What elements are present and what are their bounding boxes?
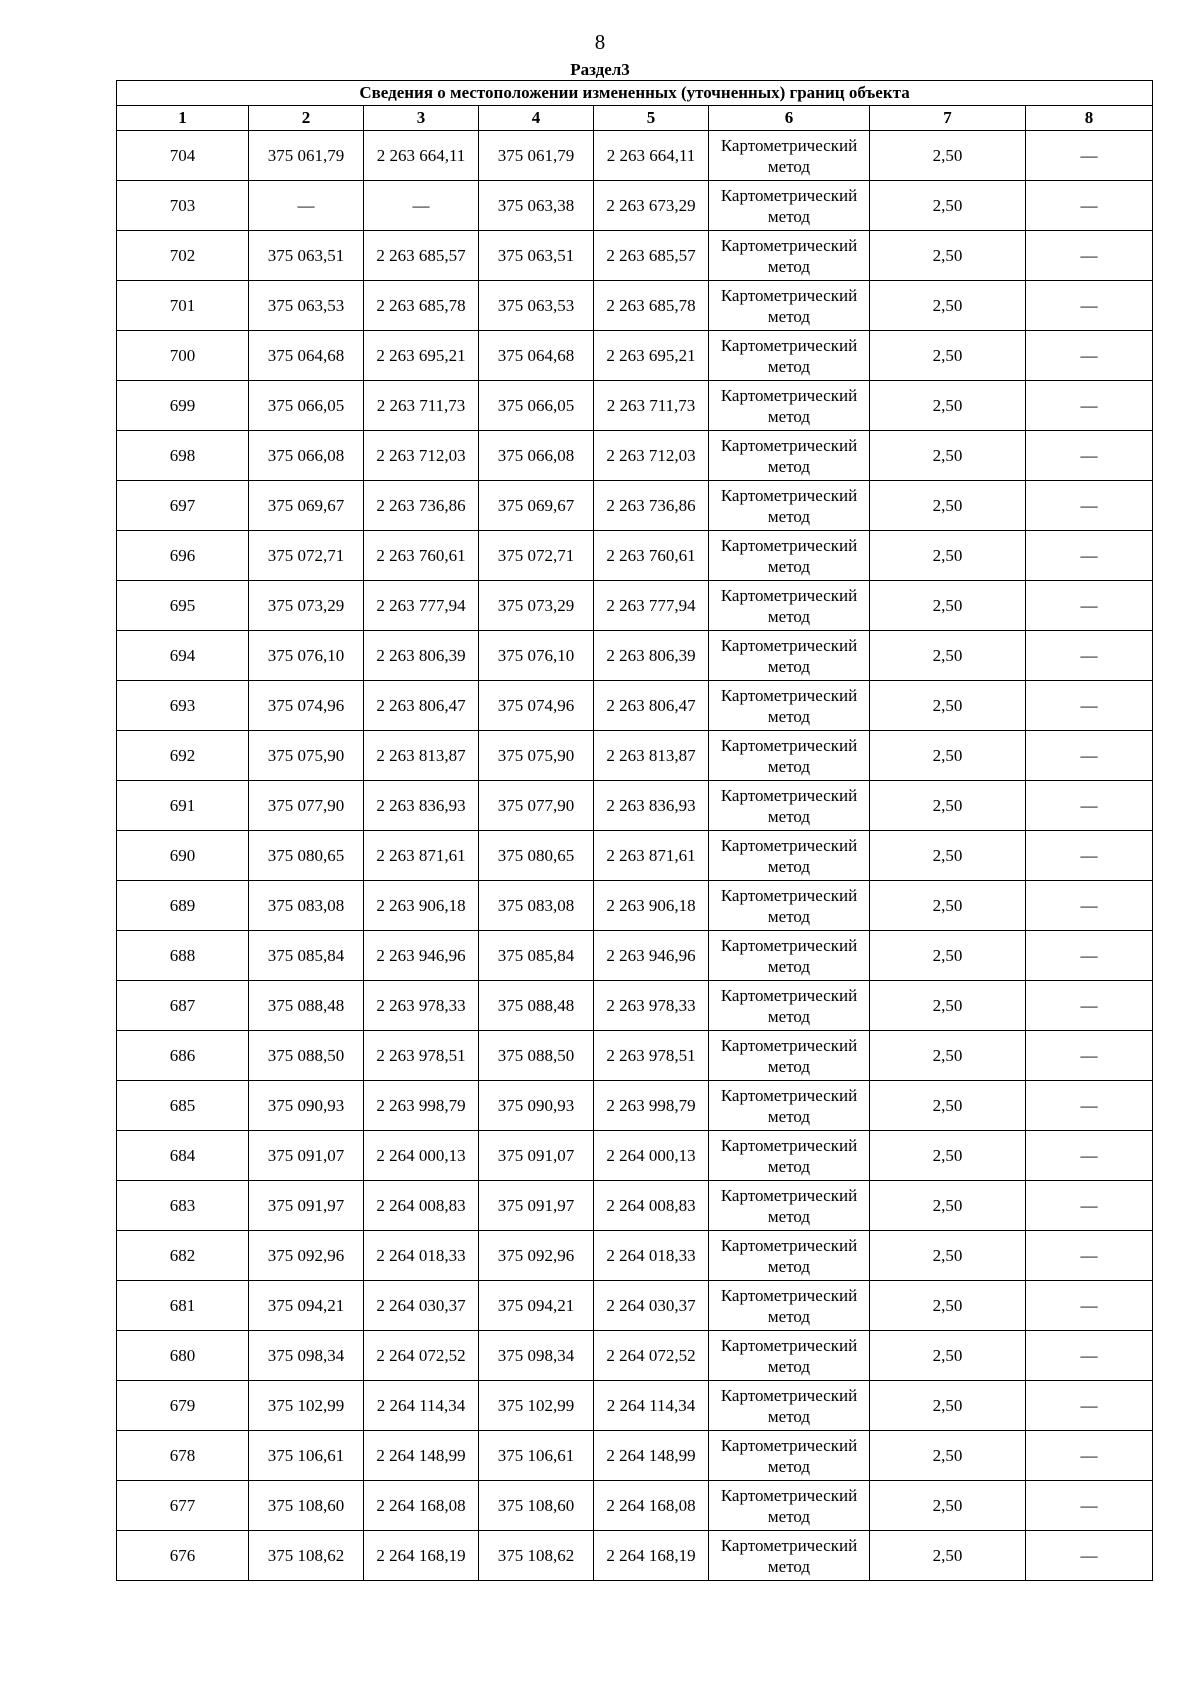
column-header: 4 <box>479 106 594 131</box>
column-header: 3 <box>364 106 479 131</box>
accuracy-cell: 2,50 <box>870 931 1026 981</box>
table-row <box>117 1081 1153 1131</box>
new-x-cell: 375 108,60 <box>479 1481 594 1531</box>
method-cell: Картометрический метод <box>709 381 870 431</box>
description-cell: — <box>1026 131 1153 181</box>
old-x-cell: 375 088,48 <box>249 981 364 1031</box>
old-y-cell: 2 264 018,33 <box>364 1231 479 1281</box>
method-cell: Картометрический метод <box>709 481 870 531</box>
point-number-cell: 699 <box>117 381 249 431</box>
description-cell: — <box>1026 1031 1153 1081</box>
new-y-cell: 2 264 030,37 <box>594 1281 709 1331</box>
description-cell: — <box>1026 1481 1153 1531</box>
new-y-cell: 2 263 760,61 <box>594 531 709 581</box>
new-x-cell: 375 066,05 <box>479 381 594 431</box>
accuracy-cell: 2,50 <box>870 981 1026 1031</box>
description-cell: — <box>1026 1531 1153 1581</box>
table-row <box>117 1431 1153 1481</box>
table-caption-row <box>117 81 1153 106</box>
old-y-cell: 2 264 072,52 <box>364 1331 479 1381</box>
new-y-cell: 2 263 806,39 <box>594 631 709 681</box>
old-y-cell: 2 263 978,33 <box>364 981 479 1031</box>
method-cell: Картометрический метод <box>709 731 870 781</box>
new-x-cell: 375 064,68 <box>479 331 594 381</box>
table-row <box>117 481 1153 531</box>
new-x-cell: 375 080,65 <box>479 831 594 881</box>
new-y-cell: 2 264 000,13 <box>594 1131 709 1181</box>
old-y-cell: 2 263 871,61 <box>364 831 479 881</box>
old-y-cell: 2 264 168,08 <box>364 1481 479 1531</box>
old-x-cell: 375 069,67 <box>249 481 364 531</box>
point-number-cell: 692 <box>117 731 249 781</box>
old-y-cell: 2 264 168,19 <box>364 1531 479 1581</box>
new-y-cell: 2 264 168,19 <box>594 1531 709 1581</box>
new-y-cell: 2 263 712,03 <box>594 431 709 481</box>
new-x-cell: 375 088,48 <box>479 981 594 1031</box>
new-y-cell: 2 263 978,51 <box>594 1031 709 1081</box>
old-y-cell: 2 263 712,03 <box>364 431 479 481</box>
new-x-cell: 375 085,84 <box>479 931 594 981</box>
method-cell: Картометрический метод <box>709 1231 870 1281</box>
new-y-cell: 2 264 008,83 <box>594 1181 709 1231</box>
method-cell: Картометрический метод <box>709 531 870 581</box>
new-y-cell: 2 264 072,52 <box>594 1331 709 1381</box>
description-cell: — <box>1026 181 1153 231</box>
new-y-cell: 2 264 168,08 <box>594 1481 709 1531</box>
new-y-cell: 2 263 685,57 <box>594 231 709 281</box>
new-x-cell: 375 076,10 <box>479 631 594 681</box>
old-y-cell: 2 263 760,61 <box>364 531 479 581</box>
description-cell: — <box>1026 1181 1153 1231</box>
accuracy-cell: 2,50 <box>870 1081 1026 1131</box>
old-x-cell: 375 088,50 <box>249 1031 364 1081</box>
accuracy-cell: 2,50 <box>870 1181 1026 1231</box>
new-y-cell: 2 263 736,86 <box>594 481 709 531</box>
method-cell: Картометрический метод <box>709 181 870 231</box>
description-cell: — <box>1026 931 1153 981</box>
table-row <box>117 581 1153 631</box>
point-number-cell: 679 <box>117 1381 249 1431</box>
point-number-cell: 698 <box>117 431 249 481</box>
table-row <box>117 331 1153 381</box>
new-x-cell: 375 077,90 <box>479 781 594 831</box>
new-x-cell: 375 074,96 <box>479 681 594 731</box>
old-x-cell: 375 061,79 <box>249 131 364 181</box>
old-x-cell: 375 083,08 <box>249 881 364 931</box>
old-y-cell: 2 263 806,47 <box>364 681 479 731</box>
old-y-cell: 2 263 978,51 <box>364 1031 479 1081</box>
method-cell: Картометрический метод <box>709 431 870 481</box>
new-y-cell: 2 263 695,21 <box>594 331 709 381</box>
new-x-cell: 375 108,62 <box>479 1531 594 1581</box>
point-number-cell: 682 <box>117 1231 249 1281</box>
old-x-cell: 375 106,61 <box>249 1431 364 1481</box>
column-header-row <box>117 106 1153 131</box>
new-y-cell: 2 263 813,87 <box>594 731 709 781</box>
table-row <box>117 531 1153 581</box>
old-x-cell: 375 102,99 <box>249 1381 364 1431</box>
point-number-cell: 678 <box>117 1431 249 1481</box>
table-row <box>117 681 1153 731</box>
accuracy-cell: 2,50 <box>870 131 1026 181</box>
point-number-cell: 684 <box>117 1131 249 1181</box>
old-x-cell: 375 091,07 <box>249 1131 364 1181</box>
method-cell: Картометрический метод <box>709 1431 870 1481</box>
table-row <box>117 131 1153 181</box>
table-row <box>117 381 1153 431</box>
point-number-cell: 680 <box>117 1331 249 1381</box>
new-x-cell: 375 092,96 <box>479 1231 594 1281</box>
section-title: Раздел3 <box>570 60 630 79</box>
old-x-cell: 375 090,93 <box>249 1081 364 1131</box>
column-header: 8 <box>1026 106 1153 131</box>
method-cell: Картометрический метод <box>709 781 870 831</box>
method-cell: Картометрический метод <box>709 1331 870 1381</box>
old-y-cell: 2 263 836,93 <box>364 781 479 831</box>
accuracy-cell: 2,50 <box>870 531 1026 581</box>
old-x-cell: 375 080,65 <box>249 831 364 881</box>
old-y-cell: 2 263 685,78 <box>364 281 479 331</box>
accuracy-cell: 2,50 <box>870 781 1026 831</box>
accuracy-cell: 2,50 <box>870 631 1026 681</box>
old-x-cell: 375 098,34 <box>249 1331 364 1381</box>
new-y-cell: 2 264 148,99 <box>594 1431 709 1481</box>
old-x-cell: 375 063,51 <box>249 231 364 281</box>
old-x-cell: 375 077,90 <box>249 781 364 831</box>
table-row <box>117 981 1153 1031</box>
point-number-cell: 687 <box>117 981 249 1031</box>
new-y-cell: 2 263 806,47 <box>594 681 709 731</box>
new-x-cell: 375 088,50 <box>479 1031 594 1081</box>
new-x-cell: 375 069,67 <box>479 481 594 531</box>
table-body <box>117 131 1153 1581</box>
new-x-cell: 375 066,08 <box>479 431 594 481</box>
method-cell: Картометрический метод <box>709 831 870 881</box>
point-number-cell: 685 <box>117 1081 249 1131</box>
method-cell: Картометрический метод <box>709 931 870 981</box>
table-row <box>117 1181 1153 1231</box>
old-y-cell: 2 263 664,11 <box>364 131 479 181</box>
new-x-cell: 375 090,93 <box>479 1081 594 1131</box>
page-number: 8 <box>594 30 606 54</box>
new-x-cell: 375 063,53 <box>479 281 594 331</box>
table-row <box>117 1481 1153 1531</box>
accuracy-cell: 2,50 <box>870 1031 1026 1081</box>
new-x-cell: 375 072,71 <box>479 531 594 581</box>
old-x-cell: 375 064,68 <box>249 331 364 381</box>
coordinates-table <box>116 80 1153 1581</box>
table-row <box>117 781 1153 831</box>
method-cell: Картометрический метод <box>709 981 870 1031</box>
point-number-cell: 704 <box>117 131 249 181</box>
new-x-cell: 375 098,34 <box>479 1331 594 1381</box>
new-x-cell: 375 102,99 <box>479 1381 594 1431</box>
method-cell: Картометрический метод <box>709 881 870 931</box>
point-number-cell: 696 <box>117 531 249 581</box>
accuracy-cell: 2,50 <box>870 681 1026 731</box>
table-row <box>117 1531 1153 1581</box>
description-cell: — <box>1026 831 1153 881</box>
point-number-cell: 694 <box>117 631 249 681</box>
new-y-cell: 2 264 018,33 <box>594 1231 709 1281</box>
column-header: 7 <box>870 106 1026 131</box>
old-x-cell: 375 085,84 <box>249 931 364 981</box>
point-number-cell: 691 <box>117 781 249 831</box>
old-y-cell: 2 263 906,18 <box>364 881 479 931</box>
accuracy-cell: 2,50 <box>870 281 1026 331</box>
old-x-cell: 375 094,21 <box>249 1281 364 1331</box>
old-y-cell: — <box>364 181 479 231</box>
description-cell: — <box>1026 781 1153 831</box>
old-y-cell: 2 263 736,86 <box>364 481 479 531</box>
old-y-cell: 2 263 813,87 <box>364 731 479 781</box>
new-x-cell: 375 075,90 <box>479 731 594 781</box>
table-row <box>117 181 1153 231</box>
method-cell: Картометрический метод <box>709 1531 870 1581</box>
new-x-cell: 375 063,38 <box>479 181 594 231</box>
point-number-cell: 695 <box>117 581 249 631</box>
accuracy-cell: 2,50 <box>870 731 1026 781</box>
point-number-cell: 690 <box>117 831 249 881</box>
table-row <box>117 831 1153 881</box>
old-y-cell: 2 263 777,94 <box>364 581 479 631</box>
table-row <box>117 1381 1153 1431</box>
accuracy-cell: 2,50 <box>870 181 1026 231</box>
table-row <box>117 1281 1153 1331</box>
method-cell: Картометрический метод <box>709 1381 870 1431</box>
method-cell: Картометрический метод <box>709 1281 870 1331</box>
accuracy-cell: 2,50 <box>870 1481 1026 1531</box>
table-row <box>117 1331 1153 1381</box>
method-cell: Картометрический метод <box>709 131 870 181</box>
accuracy-cell: 2,50 <box>870 431 1026 481</box>
old-y-cell: 2 263 806,39 <box>364 631 479 681</box>
point-number-cell: 686 <box>117 1031 249 1081</box>
table-row <box>117 731 1153 781</box>
description-cell: — <box>1026 1331 1153 1381</box>
description-cell: — <box>1026 481 1153 531</box>
description-cell: — <box>1026 1231 1153 1281</box>
new-x-cell: 375 061,79 <box>479 131 594 181</box>
method-cell: Картометрический метод <box>709 681 870 731</box>
accuracy-cell: 2,50 <box>870 581 1026 631</box>
old-x-cell: — <box>249 181 364 231</box>
new-y-cell: 2 263 673,29 <box>594 181 709 231</box>
description-cell: — <box>1026 281 1153 331</box>
description-cell: — <box>1026 331 1153 381</box>
accuracy-cell: 2,50 <box>870 231 1026 281</box>
old-y-cell: 2 264 148,99 <box>364 1431 479 1481</box>
old-x-cell: 375 066,05 <box>249 381 364 431</box>
new-y-cell: 2 264 114,34 <box>594 1381 709 1431</box>
table-row <box>117 881 1153 931</box>
accuracy-cell: 2,50 <box>870 1231 1026 1281</box>
point-number-cell: 681 <box>117 1281 249 1331</box>
old-y-cell: 2 263 695,21 <box>364 331 479 381</box>
old-x-cell: 375 091,97 <box>249 1181 364 1231</box>
accuracy-cell: 2,50 <box>870 1531 1026 1581</box>
column-header: 1 <box>117 106 249 131</box>
old-x-cell: 375 074,96 <box>249 681 364 731</box>
description-cell: — <box>1026 531 1153 581</box>
table-row <box>117 1131 1153 1181</box>
old-y-cell: 2 264 008,83 <box>364 1181 479 1231</box>
new-y-cell: 2 263 836,93 <box>594 781 709 831</box>
description-cell: — <box>1026 1281 1153 1331</box>
method-cell: Картометрический метод <box>709 1031 870 1081</box>
new-y-cell: 2 263 777,94 <box>594 581 709 631</box>
description-cell: — <box>1026 731 1153 781</box>
old-x-cell: 375 073,29 <box>249 581 364 631</box>
description-cell: — <box>1026 681 1153 731</box>
new-y-cell: 2 263 998,79 <box>594 1081 709 1131</box>
accuracy-cell: 2,50 <box>870 1431 1026 1481</box>
old-x-cell: 375 072,71 <box>249 531 364 581</box>
table-row <box>117 631 1153 681</box>
accuracy-cell: 2,50 <box>870 1331 1026 1381</box>
description-cell: — <box>1026 1431 1153 1481</box>
new-x-cell: 375 091,07 <box>479 1131 594 1181</box>
old-x-cell: 375 063,53 <box>249 281 364 331</box>
column-header: 2 <box>249 106 364 131</box>
method-cell: Картометрический метод <box>709 281 870 331</box>
table-caption: Сведения о местоположении измененных (уточненных) границ объекта <box>117 81 1153 106</box>
point-number-cell: 688 <box>117 931 249 981</box>
new-y-cell: 2 263 871,61 <box>594 831 709 881</box>
old-x-cell: 375 076,10 <box>249 631 364 681</box>
new-y-cell: 2 263 685,78 <box>594 281 709 331</box>
description-cell: — <box>1026 631 1153 681</box>
old-x-cell: 375 075,90 <box>249 731 364 781</box>
point-number-cell: 703 <box>117 181 249 231</box>
table-row <box>117 431 1153 481</box>
point-number-cell: 702 <box>117 231 249 281</box>
method-cell: Картометрический метод <box>709 1181 870 1231</box>
old-y-cell: 2 264 000,13 <box>364 1131 479 1181</box>
accuracy-cell: 2,50 <box>870 881 1026 931</box>
table-row <box>117 931 1153 981</box>
old-x-cell: 375 108,62 <box>249 1531 364 1581</box>
table-row <box>117 1031 1153 1081</box>
old-y-cell: 2 263 998,79 <box>364 1081 479 1131</box>
new-y-cell: 2 263 664,11 <box>594 131 709 181</box>
description-cell: — <box>1026 1381 1153 1431</box>
point-number-cell: 693 <box>117 681 249 731</box>
new-x-cell: 375 063,51 <box>479 231 594 281</box>
old-x-cell: 375 108,60 <box>249 1481 364 1531</box>
point-number-cell: 689 <box>117 881 249 931</box>
description-cell: — <box>1026 881 1153 931</box>
accuracy-cell: 2,50 <box>870 1281 1026 1331</box>
description-cell: — <box>1026 1131 1153 1181</box>
accuracy-cell: 2,50 <box>870 1381 1026 1431</box>
point-number-cell: 701 <box>117 281 249 331</box>
new-y-cell: 2 263 978,33 <box>594 981 709 1031</box>
method-cell: Картометрический метод <box>709 581 870 631</box>
old-y-cell: 2 263 946,96 <box>364 931 479 981</box>
point-number-cell: 700 <box>117 331 249 381</box>
method-cell: Картометрический метод <box>709 231 870 281</box>
accuracy-cell: 2,50 <box>870 831 1026 881</box>
new-x-cell: 375 106,61 <box>479 1431 594 1481</box>
old-y-cell: 2 263 685,57 <box>364 231 479 281</box>
column-header: 6 <box>709 106 870 131</box>
description-cell: — <box>1026 231 1153 281</box>
new-y-cell: 2 263 906,18 <box>594 881 709 931</box>
method-cell: Картометрический метод <box>709 1481 870 1531</box>
point-number-cell: 683 <box>117 1181 249 1231</box>
accuracy-cell: 2,50 <box>870 1131 1026 1181</box>
old-y-cell: 2 263 711,73 <box>364 381 479 431</box>
method-cell: Картометрический метод <box>709 1131 870 1181</box>
old-x-cell: 375 092,96 <box>249 1231 364 1281</box>
new-y-cell: 2 263 946,96 <box>594 931 709 981</box>
column-header: 5 <box>594 106 709 131</box>
old-y-cell: 2 264 114,34 <box>364 1381 479 1431</box>
new-x-cell: 375 083,08 <box>479 881 594 931</box>
description-cell: — <box>1026 981 1153 1031</box>
point-number-cell: 676 <box>117 1531 249 1581</box>
table-row <box>117 1231 1153 1281</box>
table-row <box>117 281 1153 331</box>
table-row <box>117 231 1153 281</box>
accuracy-cell: 2,50 <box>870 331 1026 381</box>
new-x-cell: 375 073,29 <box>479 581 594 631</box>
description-cell: — <box>1026 431 1153 481</box>
point-number-cell: 697 <box>117 481 249 531</box>
old-y-cell: 2 264 030,37 <box>364 1281 479 1331</box>
point-number-cell: 677 <box>117 1481 249 1531</box>
description-cell: — <box>1026 381 1153 431</box>
method-cell: Картометрический метод <box>709 1081 870 1131</box>
new-x-cell: 375 091,97 <box>479 1181 594 1231</box>
method-cell: Картометрический метод <box>709 631 870 681</box>
new-x-cell: 375 094,21 <box>479 1281 594 1331</box>
description-cell: — <box>1026 1081 1153 1131</box>
accuracy-cell: 2,50 <box>870 381 1026 431</box>
accuracy-cell: 2,50 <box>870 481 1026 531</box>
method-cell: Картометрический метод <box>709 331 870 381</box>
new-y-cell: 2 263 711,73 <box>594 381 709 431</box>
old-x-cell: 375 066,08 <box>249 431 364 481</box>
description-cell: — <box>1026 581 1153 631</box>
